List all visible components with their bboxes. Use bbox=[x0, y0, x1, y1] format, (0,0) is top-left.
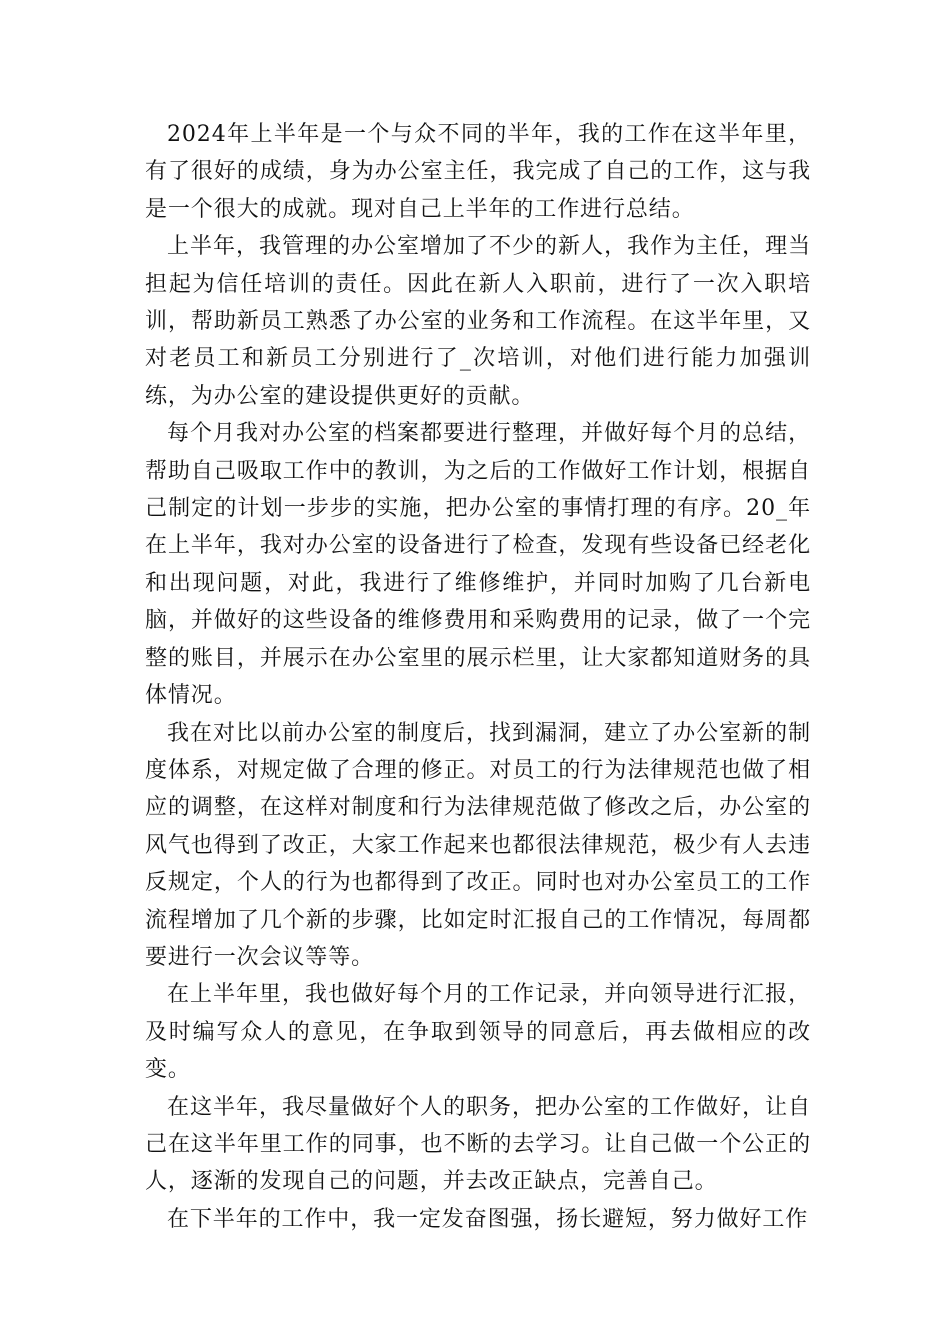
paragraph-3: 每个月我对办公室的档案都要进行整理，并做好每个月的总结，帮助自己吸取工作中的教训，为之后的工作做好工作计划，根据自己制定的计划一步步的实施，把办公室的事情打理的有序。20_年在上半年，我对办公室的设备进行了检查，发现有些设备已经老化和出现问题，对此，我进行了维修维护，并同时加购了几台新电脑，并做好的这些设备的维修费用和采购费用的记录，做了一个完整的账目，并展示在办公室里的展示栏里，让大家都知道财务的具体情况。 bbox=[145, 421, 811, 709]
paragraph-4: 我在对比以前办公室的制度后，找到漏洞，建立了办公室新的制度体系，对规定做了合理的修正。对员工的行为法律规范也做了相应的调整，在这样对制度和行为法律规范做了修改之后，办公室的风气也得到了改正，大家工作起来也都很法律规范，极少有人去违反规定，个人的行为也都得到了改正。同时也对办公室员工的工作流程增加了几个新的步骤，比如定时汇报自己的工作情况，每周都要进行一次会议等等。 bbox=[145, 720, 811, 970]
paragraph-6: 在这半年，我尽量做好个人的职务，把办公室的工作做好，让自己在这半年里工作的同事，也不断的去学习。让自己做一个公正的人，逐渐的发现自己的问题，并去改正缺点，完善自己。 bbox=[145, 1094, 811, 1195]
paragraph-7: 在下半年的工作中，我一定发奋图强，扬长避短，努力做好工作 bbox=[167, 1206, 809, 1232]
paragraph-1: 2024年上半年是一个与众不同的半年，我的工作在这半年里，有了很好的成绩，身为办公室主任，我完成了自己的工作，这与我是一个很大的成就。现对自己上半年的工作进行总结。 bbox=[145, 122, 811, 222]
document-body bbox=[145, 116, 811, 1238]
paragraph-2: 上半年，我管理的办公室增加了不少的新人，我作为主任，理当担起为信任培训的责任。因此在新人入职前，进行了一次入职培训，帮助新员工熟悉了办公室的业务和工作流程。在这半年里，又对老员工和新员工分别进行了_次培训，对他们进行能力加强训练，为办公室的建设提供更好的贡献。 bbox=[145, 234, 811, 409]
paragraph-5: 在上半年里，我也做好每个月的工作记录，并向领导进行汇报，及时编写众人的意见，在争取到领导的同意后，再去做相应的改变。 bbox=[145, 982, 811, 1083]
